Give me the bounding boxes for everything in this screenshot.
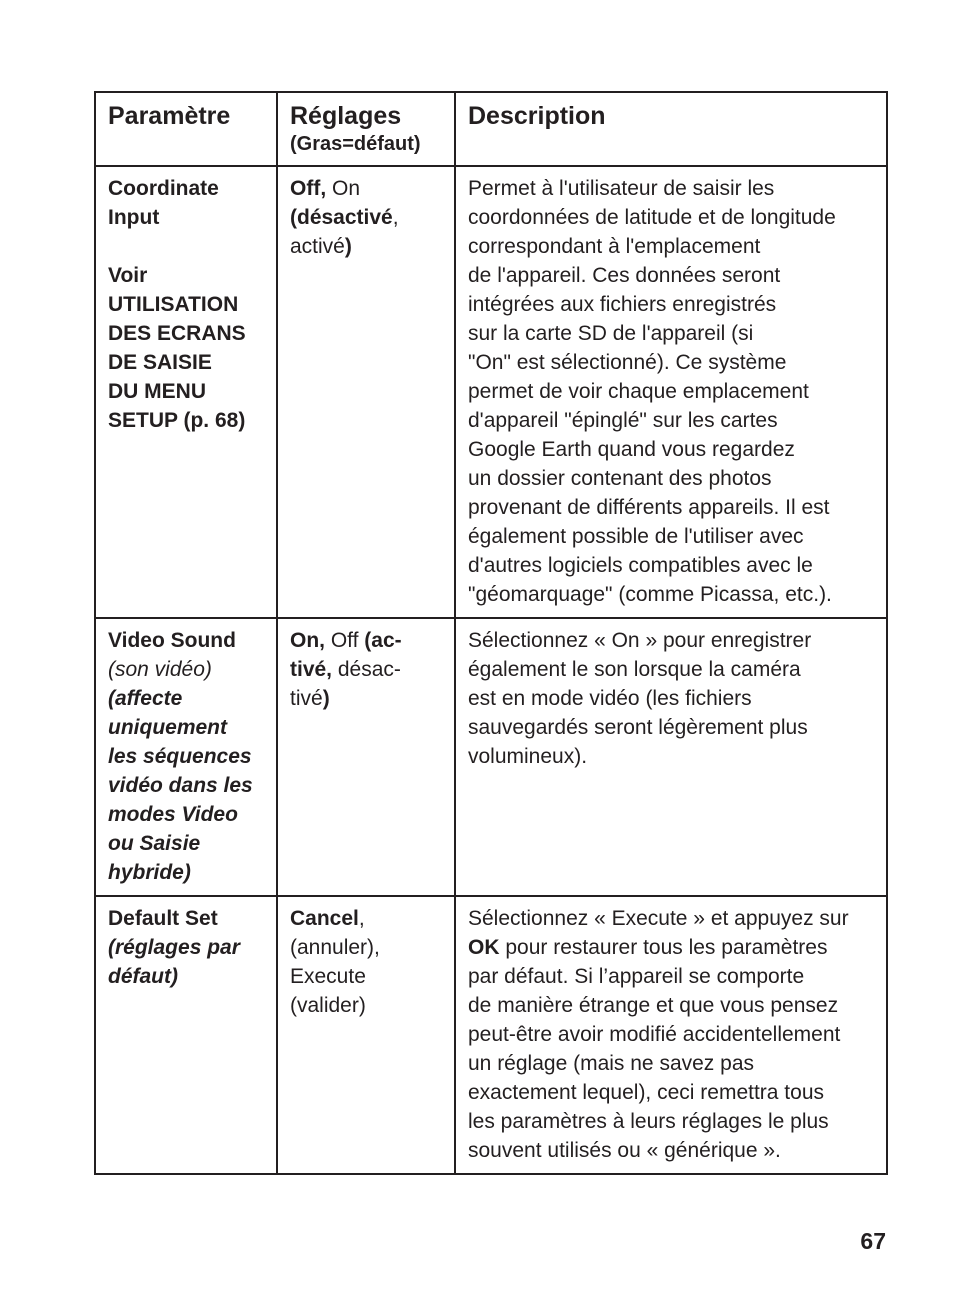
param-cell — [95, 166, 277, 618]
param-ref: Voir — [108, 264, 148, 287]
param-note: (affecte — [108, 687, 183, 710]
settings-line — [290, 626, 444, 655]
page-number: 67 — [860, 1228, 886, 1254]
param-note: (réglages par — [108, 936, 240, 959]
description-line: intégrées aux fichiers enregistrés — [468, 293, 777, 316]
settings-line: (annuler), — [290, 936, 380, 959]
param-cell — [95, 618, 277, 896]
param-title: Video Sound — [108, 629, 236, 652]
description-line: Sélectionnez « On » pour enregistrer — [468, 629, 812, 652]
description-line: permet de voir chaque emplacement — [468, 380, 809, 403]
settings-cell — [277, 618, 455, 896]
description-line: sauvegardés seront légèrement plus — [468, 716, 808, 739]
description-line: provenant de différents appareils. Il est — [468, 496, 830, 519]
settings-line — [290, 203, 444, 232]
header-description — [455, 92, 887, 166]
param-cell — [95, 896, 277, 1174]
table-row — [95, 618, 887, 896]
param-note: vidéo dans les — [108, 774, 253, 797]
description-line: les paramètres à leurs réglages le plus — [468, 1110, 829, 1133]
description-line: également le son lorsque la caméra — [468, 658, 801, 681]
param-ref: DU MENU — [108, 380, 206, 403]
settings-default: Off, — [290, 177, 327, 200]
settings-line — [290, 174, 444, 203]
header-settings-label: Réglages — [290, 102, 402, 130]
settings-default-fr: tivé, — [290, 658, 333, 681]
table-row — [95, 166, 887, 618]
settings-option-fr: désac- — [332, 658, 401, 681]
settings-sep: , — [358, 907, 365, 930]
header-param-label: Paramètre — [108, 102, 231, 130]
settings-line — [290, 232, 444, 261]
description-line: d'appareil "épinglé" sur les cartes — [468, 409, 778, 432]
description-line: d'autres logiciels compatibles avec le — [468, 554, 813, 577]
param-note: ou Saisie — [108, 832, 201, 855]
param-note: défaut) — [108, 965, 178, 988]
description-cell — [455, 166, 887, 618]
param-note: uniquement — [108, 716, 227, 739]
description-line: Sélectionnez « Execute » et appuyez sur — [468, 907, 849, 930]
description-line: est en mode vidéo (les fichiers — [468, 687, 752, 710]
description-line: souvent utilisés ou « générique ». — [468, 1139, 781, 1162]
description-line: volumineux). — [468, 745, 588, 768]
description-line: également possible de l'utiliser avec — [468, 525, 804, 548]
table-row — [95, 896, 887, 1174]
header-settings-sub: (Gras=défaut) — [290, 133, 421, 155]
settings-cell — [277, 896, 455, 1174]
settings-cell — [277, 166, 455, 618]
description-line — [468, 933, 876, 962]
description-line: Permet à l'utilisateur de saisir les — [468, 177, 775, 200]
header-param — [95, 92, 277, 166]
description-line: par défaut. Si l’appareil se comporte — [468, 965, 805, 988]
settings-table — [94, 91, 888, 1175]
param-ref: UTILISATION — [108, 293, 239, 316]
header-description-label: Description — [468, 102, 606, 130]
description-line: Google Earth quand vous regardez — [468, 438, 795, 461]
settings-default-fr: (ac- — [364, 629, 402, 652]
settings-option-fr: activé — [290, 235, 345, 258]
settings-line — [290, 904, 444, 933]
settings-line — [290, 684, 444, 713]
settings-paren: ) — [322, 687, 330, 710]
param-note: les séquences — [108, 745, 252, 768]
settings-option-fr: tivé — [290, 687, 323, 710]
description-line: correspondant à l'emplacement — [468, 235, 761, 258]
param-ref: DES ECRANS — [108, 322, 246, 345]
description-line: "géomarquage" (comme Picassa, etc.). — [468, 583, 832, 606]
description-line: exactement lequel), ceci remettra tous — [468, 1081, 824, 1104]
settings-default-fr: (désactivé — [290, 206, 393, 229]
settings-sep: , — [392, 206, 399, 229]
description-cell — [455, 896, 887, 1174]
settings-default: On, — [290, 629, 325, 652]
settings-option: On — [326, 177, 361, 200]
description-line: un réglage (mais ne savez pas — [468, 1052, 754, 1075]
param-title: Default Set — [108, 907, 218, 930]
settings-paren: ) — [344, 235, 352, 258]
description-line: un dossier contenant des photos — [468, 467, 772, 490]
ok-key-label: OK — [468, 936, 500, 959]
settings-line — [290, 655, 444, 684]
description-line: sur la carte SD de l'appareil (si — [468, 322, 754, 345]
param-subtitle: (son vidéo) — [108, 658, 212, 681]
header-row — [95, 92, 887, 166]
header-settings — [277, 92, 455, 166]
param-note: modes Video — [108, 803, 238, 826]
param-title: Coordinate — [108, 177, 219, 200]
settings-line: Execute — [290, 965, 366, 988]
description-line: peut-être avoir modifié accidentellement — [468, 1023, 841, 1046]
description-line: de manière étrange et que vous pensez — [468, 994, 839, 1017]
settings-line: (valider) — [290, 994, 366, 1017]
description-cell — [455, 618, 887, 896]
settings-default: Cancel — [290, 907, 359, 930]
param-ref: SETUP (p. 68) — [108, 409, 246, 432]
settings-option: Off — [325, 629, 365, 652]
param-note: hybride) — [108, 861, 191, 884]
description-line: coordonnées de latitude et de longitude — [468, 206, 836, 229]
description-line: "On" est sélectionné). Ce système — [468, 351, 787, 374]
description-text: pour restaurer tous les paramètres — [499, 936, 828, 959]
description-line: de l'appareil. Ces données seront — [468, 264, 781, 287]
param-title: Input — [108, 206, 160, 229]
param-ref: DE SAISIE — [108, 351, 212, 374]
